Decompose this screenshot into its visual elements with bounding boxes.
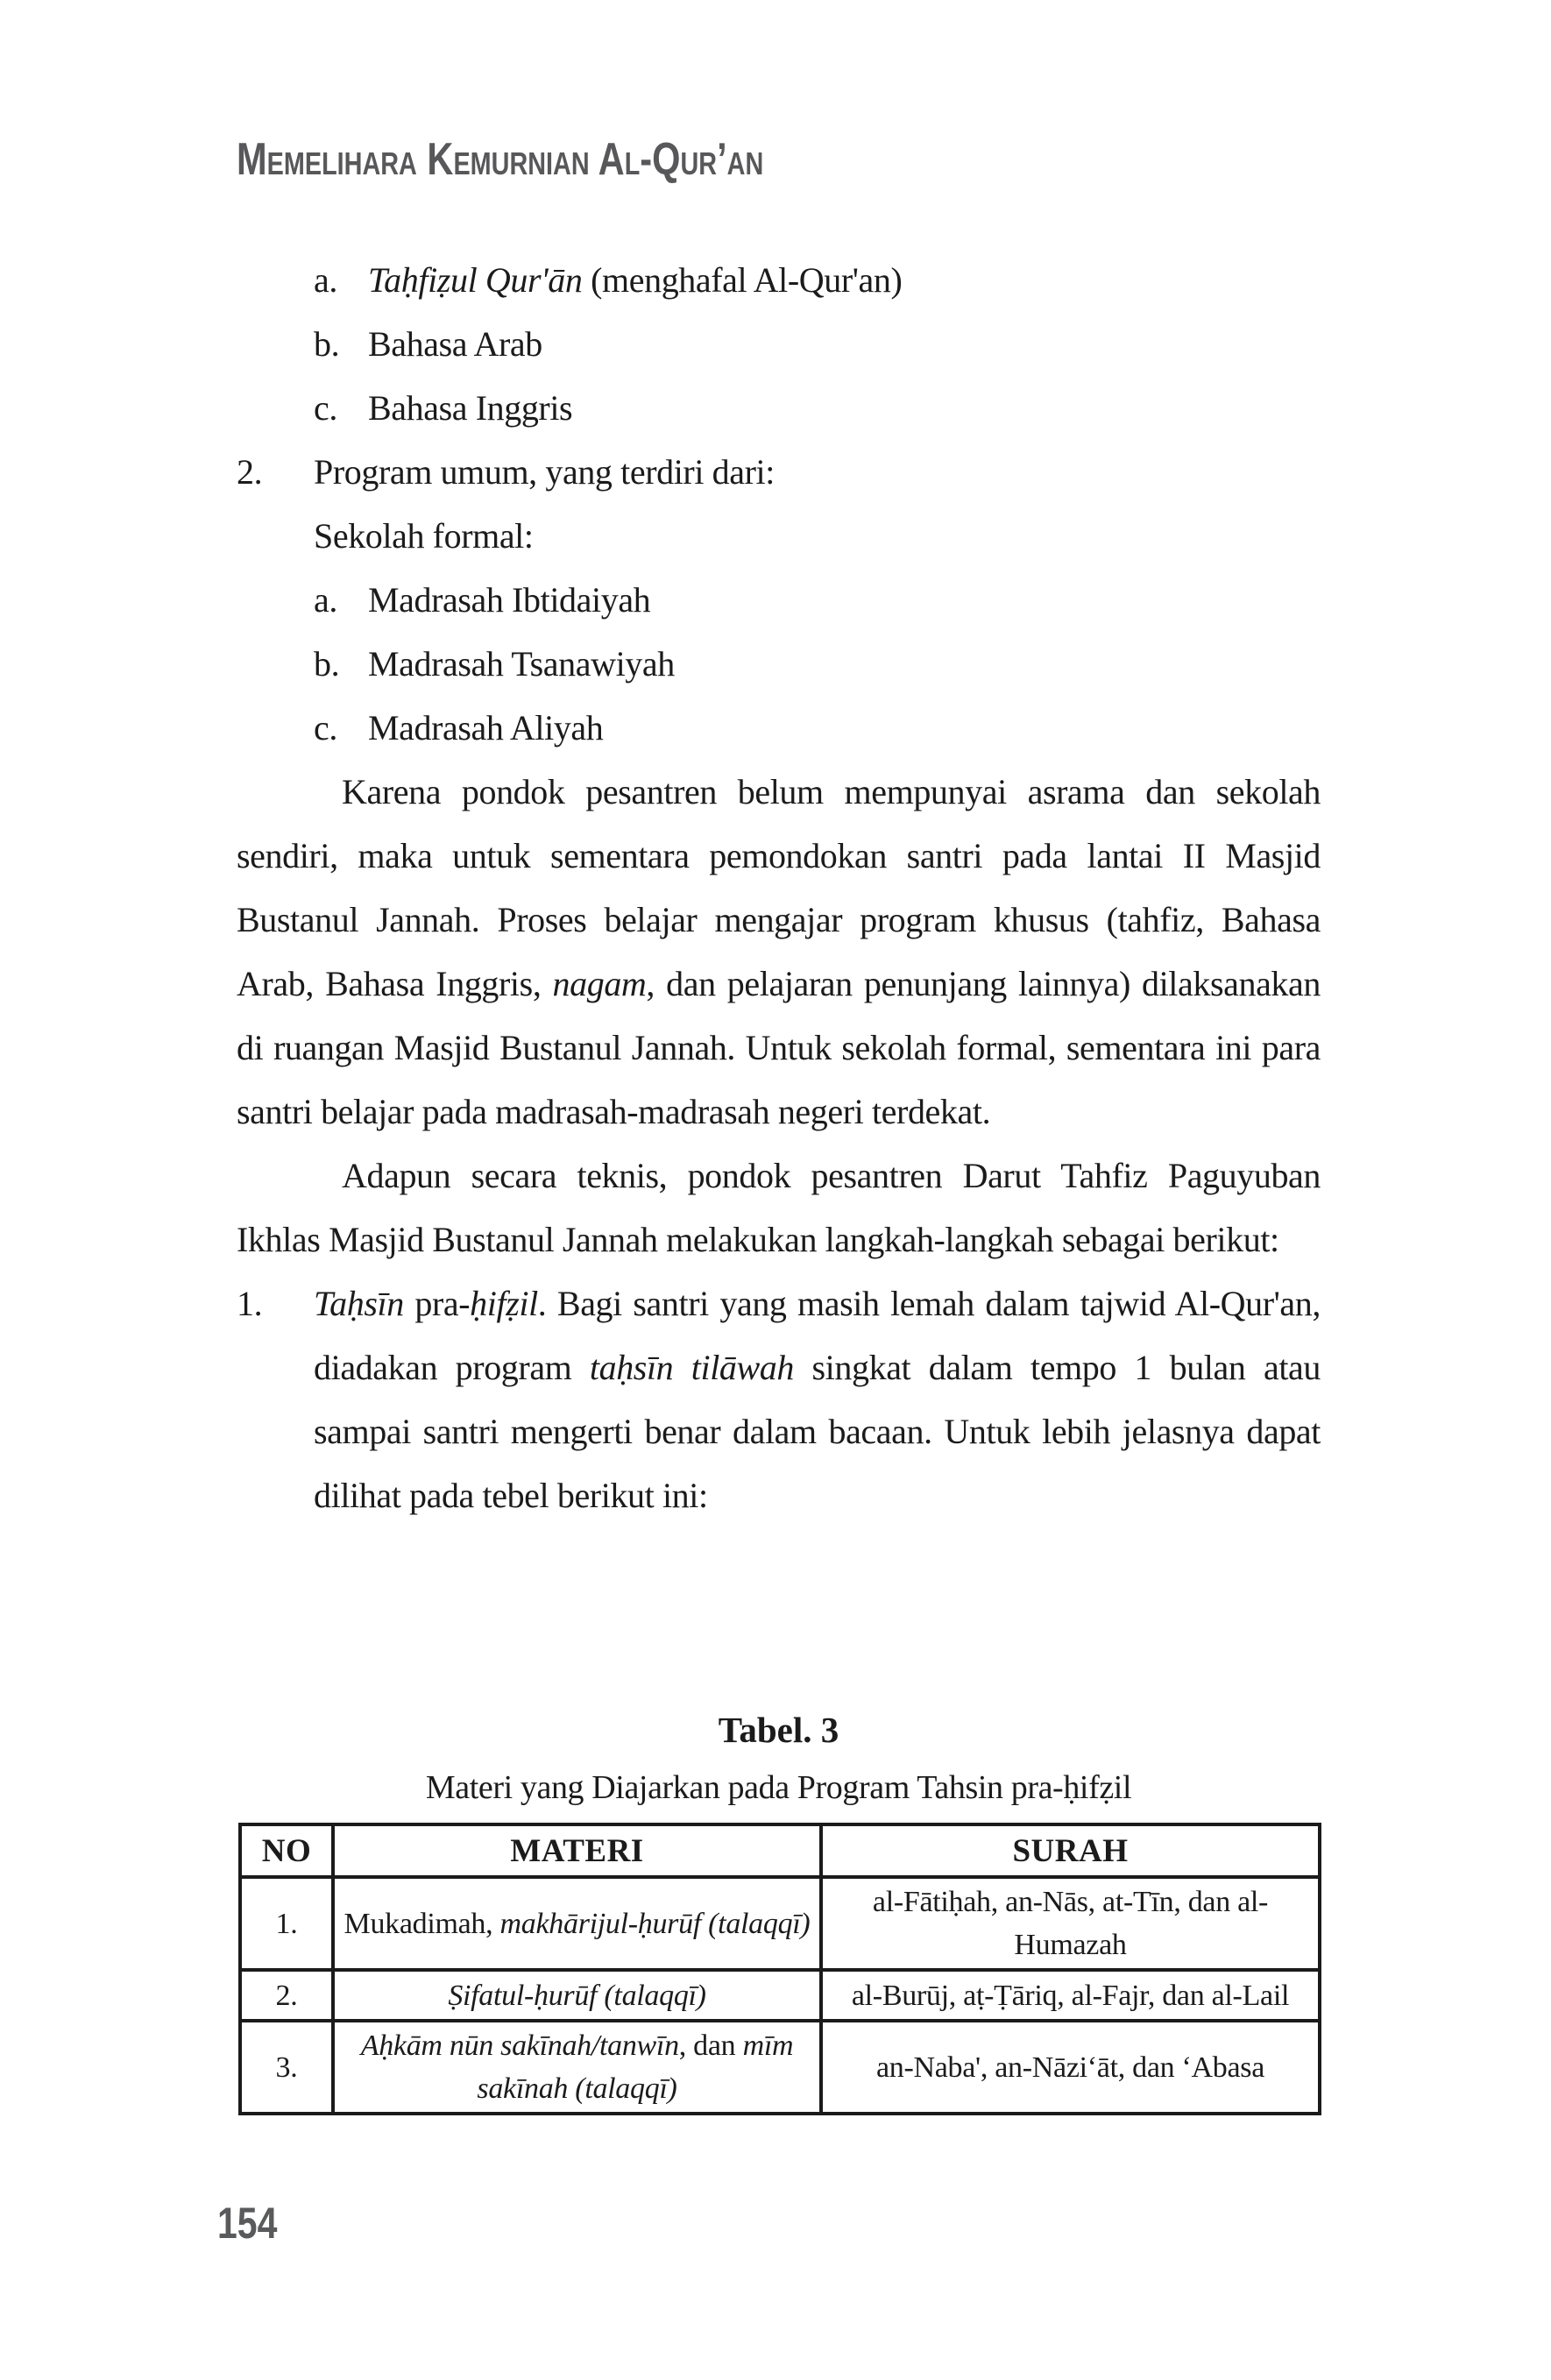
materials-table [238, 1823, 1321, 2115]
paragraph-karena-pondok: Karena pondok pesantren belum mempunyai asrama dan sekolah sendiri, maka untuk sementara pemondokan santri pada lantai II Masjid Bustanul Jannah. Proses belajar mengajar program khusus (tahfiz, Bahasa Arab, Bahasa Inggris, nagam, dan pelajaran penunjang lainnya) dilaksanakan di ruangan Masjid Bustanul Jannah. Untuk sekolah formal, sementara ini para santri belajar pada madrasah-madrasah negeri terdekat. [237, 772, 1321, 1131]
table-section [237, 1707, 1321, 2115]
table-row [240, 1970, 1320, 2021]
sekolah-formal-label: Sekolah formal: [314, 516, 534, 556]
list-item-text: Taḥsīn pra-ḥifẓil. Bagi santri yang masih lemah dalam tajwid Al-Qur'an, diadakan program taḥsīn tilāwah singkat dalam tempo 1 bulan atau sampai santri mengerti benar dalam bacaan. Untuk lebih jelasnya dapat dilihat pada tebel berikut ini: [314, 1284, 1321, 1515]
paragraph-adapun-teknis: Adapun secara teknis, pondok pesantren Darut Tahfiz Paguyuban Ikhlas Masjid Bustanul Jannah melakukan langkah-langkah sebagai berikut: [237, 1156, 1321, 1259]
list-item-bahasa-arab [237, 312, 1321, 376]
cell-no: 2. [240, 1970, 333, 2021]
list-item-text: Taḥfiẓul Qur'ān (menghafal Al-Qur'an) [368, 260, 903, 300]
list-item-text: Bahasa Arab [368, 324, 542, 364]
list-item-madrasah-tsanawiyah [237, 632, 1321, 696]
cell-materi: Mukadimah, makhārijul-ḥurūf (talaqqī) [333, 1877, 821, 1970]
list-marker: c. [314, 708, 337, 747]
column-header-materi: MATERI [333, 1824, 821, 1877]
list-marker: b. [314, 324, 340, 364]
body-text-column [237, 248, 1321, 1527]
column-header-surah: SURAH [821, 1824, 1320, 1877]
cell-no: 1. [240, 1877, 333, 1970]
list-item-program-umum [237, 440, 1321, 504]
list-item-tahsin-pra-hifzil [237, 1271, 1321, 1527]
cell-surah: al-Burūj, aṭ-Ṭāriq, al-Fajr, dan al-Lail [821, 1970, 1320, 2021]
cell-surah: al-Fātiḥah, an-Nās, at-Tīn, dan al-Humazah [821, 1877, 1320, 1970]
list-marker: 1. [237, 1284, 263, 1323]
table-row [240, 1877, 1320, 1970]
column-header-no: NO [240, 1824, 333, 1877]
table-header-row [240, 1824, 1320, 1877]
list-marker: a. [314, 260, 337, 300]
cell-surah: an-Naba', an-Nāzi‘āt, dan ‘Abasa [821, 2021, 1320, 2114]
cell-no: 3. [240, 2021, 333, 2114]
list-item-text: Program umum, yang terdiri dari: [314, 452, 775, 492]
list-item-text: Madrasah Tsanawiyah [368, 644, 675, 684]
list-marker: a. [314, 580, 337, 620]
table-row [240, 2021, 1320, 2114]
list-item-text: Madrasah Ibtidaiyah [368, 580, 651, 620]
list-item-madrasah-ibtidaiyah [237, 568, 1321, 632]
cell-materi: Aḥkām nūn sakīnah/tanwīn, dan mīm sakīnah (talaqqī) [333, 2021, 821, 2114]
list-item-text: Bahasa Inggris [368, 388, 573, 428]
list-marker: b. [314, 644, 340, 684]
cell-materi: Ṣifatul-ḥurūf (talaqqī) [333, 1970, 821, 2021]
list-item-text: Madrasah Aliyah [368, 708, 604, 747]
list-marker: c. [314, 388, 337, 428]
table-caption: Materi yang Diajarkan pada Program Tahsin pra-ḥifẓil [425, 1769, 1132, 1806]
list-item-bahasa-inggris [237, 376, 1321, 440]
list-item-tahfizul [237, 248, 1321, 312]
table-title: Tabel. 3 [718, 1710, 839, 1750]
running-head: Memelihara Kemurnian Al-Qur’an [237, 134, 764, 185]
page-number: 154 [217, 2199, 278, 2248]
list-item-madrasah-aliyah [237, 696, 1321, 760]
list-marker: 2. [237, 452, 263, 492]
